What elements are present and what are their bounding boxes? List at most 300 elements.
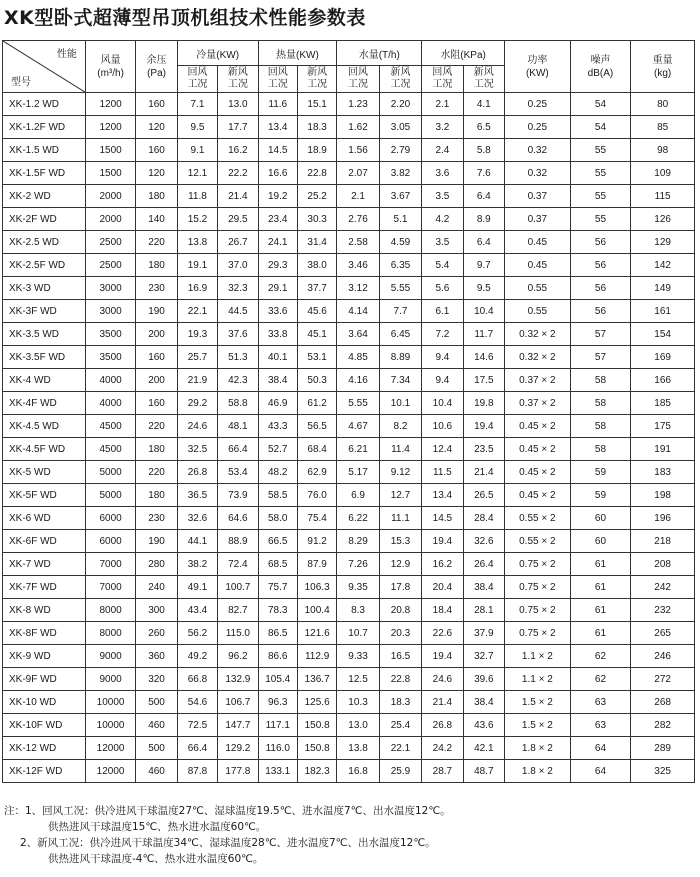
table-cell: 106.3 [297, 576, 336, 599]
table-cell: 0.45 × 2 [505, 484, 571, 507]
table-cell: 13.8 [177, 231, 217, 254]
table-cell: 142 [631, 254, 695, 277]
table-cell: 7.1 [177, 93, 217, 116]
table-cell: 48.1 [218, 415, 258, 438]
table-cell: 12.1 [177, 162, 217, 185]
table-cell: 9000 [85, 668, 136, 691]
table-cell: 11.6 [258, 93, 297, 116]
table-cell: 56 [570, 254, 631, 277]
table-cell: 117.1 [258, 714, 297, 737]
subheader-return-air: 回风 工况 [177, 66, 217, 93]
model-cell: XK-12 WD [3, 737, 86, 760]
table-cell: 58 [570, 438, 631, 461]
table-cell: 4500 [85, 438, 136, 461]
table-cell: 32.7 [463, 645, 504, 668]
table-cell: 6.45 [379, 323, 421, 346]
table-cell: 16.9 [177, 277, 217, 300]
table-cell: 0.55 [505, 277, 571, 300]
table-cell: 106.7 [218, 691, 258, 714]
table-cell: 1.8 × 2 [505, 737, 571, 760]
table-cell: 15.1 [297, 93, 336, 116]
table-cell: 115 [631, 185, 695, 208]
table-cell: 22.1 [177, 300, 217, 323]
table-cell: 13.4 [258, 116, 297, 139]
table-cell: 12.7 [379, 484, 421, 507]
table-cell: 0.37 × 2 [505, 369, 571, 392]
table-cell: 16.6 [258, 162, 297, 185]
table-row [3, 622, 695, 645]
table-cell: 3.46 [337, 254, 379, 277]
table-cell: 58 [570, 369, 631, 392]
table-row [3, 576, 695, 599]
table-cell: 0.37 [505, 208, 571, 231]
header-performance: 性能 [56, 49, 77, 60]
table-cell: 0.75 × 2 [505, 553, 571, 576]
table-row [3, 691, 695, 714]
table-cell: 12000 [85, 737, 136, 760]
table-cell: 6.35 [379, 254, 421, 277]
table-row [3, 668, 695, 691]
table-cell: 0.32 × 2 [505, 346, 571, 369]
table-cell: 0.55 × 2 [505, 530, 571, 553]
table-cell: 66.4 [177, 737, 217, 760]
model-cell: XK-4 WD [3, 369, 86, 392]
table-cell: 28.4 [463, 507, 504, 530]
table-cell: 9000 [85, 645, 136, 668]
table-cell: 3.05 [379, 116, 421, 139]
table-cell: 28.1 [463, 599, 504, 622]
table-cell: 55 [570, 185, 631, 208]
table-cell: 218 [631, 530, 695, 553]
table-cell: 18.4 [422, 599, 463, 622]
table-cell: 58 [570, 415, 631, 438]
table-row [3, 346, 695, 369]
model-cell: XK-3.5F WD [3, 346, 86, 369]
table-cell: 43.4 [177, 599, 217, 622]
table-cell: 6.1 [422, 300, 463, 323]
table-cell: 24.6 [177, 415, 217, 438]
table-cell: 22.8 [379, 668, 421, 691]
table-cell: 5.8 [463, 139, 504, 162]
model-cell: XK-8 WD [3, 599, 86, 622]
table-cell: 3000 [85, 277, 136, 300]
table-cell: 82.7 [218, 599, 258, 622]
table-cell: 12000 [85, 760, 136, 783]
table-cell: 14.6 [463, 346, 504, 369]
table-cell: 360 [136, 645, 177, 668]
table-cell: 2500 [85, 231, 136, 254]
table-cell: 59 [570, 484, 631, 507]
table-cell: 116.0 [258, 737, 297, 760]
table-row [3, 254, 695, 277]
table-cell: 37.6 [218, 323, 258, 346]
table-cell: 25.7 [177, 346, 217, 369]
table-cell: 0.25 [505, 93, 571, 116]
table-cell: 1500 [85, 139, 136, 162]
table-cell: 24.6 [422, 668, 463, 691]
table-cell: 29.1 [258, 277, 297, 300]
table-cell: 200 [136, 323, 177, 346]
table-cell: 58.5 [258, 484, 297, 507]
table-cell: 87.9 [297, 553, 336, 576]
table-cell: 32.5 [177, 438, 217, 461]
model-cell: XK-7F WD [3, 576, 86, 599]
table-row [3, 645, 695, 668]
header-heating: 热量(KW) [258, 41, 337, 66]
table-cell: 190 [136, 530, 177, 553]
table-cell: 129.2 [218, 737, 258, 760]
table-cell: 1.62 [337, 116, 379, 139]
table-cell: 180 [136, 484, 177, 507]
table-cell: 87.8 [177, 760, 217, 783]
table-cell: 240 [136, 576, 177, 599]
table-cell: 60 [570, 507, 631, 530]
table-cell: 13.8 [337, 737, 379, 760]
table-cell: 9.4 [422, 346, 463, 369]
table-cell: 112.9 [297, 645, 336, 668]
model-cell: XK-12F WD [3, 760, 86, 783]
table-body [3, 93, 695, 783]
table-cell: 182.3 [297, 760, 336, 783]
model-cell: XK-6F WD [3, 530, 86, 553]
subheader-fresh-air: 新风 工况 [379, 66, 421, 93]
table-cell: 3000 [85, 300, 136, 323]
table-cell: 21.4 [422, 691, 463, 714]
table-cell: 246 [631, 645, 695, 668]
table-cell: 17.7 [218, 116, 258, 139]
table-cell: 96.3 [258, 691, 297, 714]
table-cell: 7000 [85, 553, 136, 576]
table-cell: 0.45 [505, 231, 571, 254]
table-cell: 3500 [85, 323, 136, 346]
table-cell: 300 [136, 599, 177, 622]
table-cell: 160 [136, 346, 177, 369]
table-cell: 140 [136, 208, 177, 231]
table-cell: 5000 [85, 484, 136, 507]
table-row [3, 277, 695, 300]
table-cell: 3.6 [422, 162, 463, 185]
table-cell: 160 [136, 93, 177, 116]
table-cell: 8.2 [379, 415, 421, 438]
table-cell: 126 [631, 208, 695, 231]
table-cell: 3.5 [422, 185, 463, 208]
table-cell: 62 [570, 668, 631, 691]
table-cell: 220 [136, 415, 177, 438]
table-cell: 6000 [85, 530, 136, 553]
table-row [3, 116, 695, 139]
table-cell: 0.45 × 2 [505, 415, 571, 438]
table-cell: 11.1 [379, 507, 421, 530]
table-cell: 3.5 [422, 231, 463, 254]
table-cell: 220 [136, 231, 177, 254]
table-cell: 154 [631, 323, 695, 346]
table-cell: 20.3 [379, 622, 421, 645]
table-cell: 26.8 [422, 714, 463, 737]
table-row [3, 93, 695, 116]
table-cell: 37.0 [218, 254, 258, 277]
table-cell: 2.58 [337, 231, 379, 254]
table-cell: 0.32 [505, 162, 571, 185]
table-cell: 147.7 [218, 714, 258, 737]
table-cell: 25.4 [379, 714, 421, 737]
table-cell: 10.3 [337, 691, 379, 714]
table-cell: 1.8 × 2 [505, 760, 571, 783]
table-cell: 72.4 [218, 553, 258, 576]
table-cell: 86.5 [258, 622, 297, 645]
table-cell: 2.1 [337, 185, 379, 208]
table-cell: 19.4 [422, 530, 463, 553]
table-cell: 2.79 [379, 139, 421, 162]
table-cell: 2.1 [422, 93, 463, 116]
subheader-fresh-air: 新风 工况 [463, 66, 504, 93]
table-cell: 1.5 × 2 [505, 691, 571, 714]
table-cell: 64 [570, 760, 631, 783]
table-cell: 24.1 [258, 231, 297, 254]
table-cell: 1.23 [337, 93, 379, 116]
table-cell: 68.5 [258, 553, 297, 576]
table-cell: 51.3 [218, 346, 258, 369]
table-cell: 460 [136, 714, 177, 737]
table-cell: 10.6 [422, 415, 463, 438]
table-cell: 175 [631, 415, 695, 438]
table-cell: 32.6 [463, 530, 504, 553]
table-cell: 55 [570, 162, 631, 185]
table-cell: 75.7 [258, 576, 297, 599]
table-cell: 26.4 [463, 553, 504, 576]
table-cell: 12.9 [379, 553, 421, 576]
table-cell: 44.1 [177, 530, 217, 553]
table-cell: 98 [631, 139, 695, 162]
header-static-pressure: 余压 (Pa) [136, 41, 177, 93]
table-cell: 88.9 [218, 530, 258, 553]
table-cell: 16.2 [422, 553, 463, 576]
table-cell: 26.5 [463, 484, 504, 507]
table-cell: 169 [631, 346, 695, 369]
table-cell: 10.7 [337, 622, 379, 645]
table-cell: 5000 [85, 461, 136, 484]
table-cell: 460 [136, 760, 177, 783]
header-water-resistance: 水阻(KPa) [422, 41, 505, 66]
table-cell: 4.59 [379, 231, 421, 254]
table-cell: 160 [136, 139, 177, 162]
table-cell: 0.45 × 2 [505, 438, 571, 461]
subheader-fresh-air: 新风 工况 [297, 66, 336, 93]
table-cell: 4.2 [422, 208, 463, 231]
table-row [3, 415, 695, 438]
header-power: 功率 (KW) [505, 41, 571, 93]
table-cell: 43.3 [258, 415, 297, 438]
table-cell: 28.7 [422, 760, 463, 783]
table-cell: 15.3 [379, 530, 421, 553]
model-cell: XK-4.5 WD [3, 415, 86, 438]
table-cell: 19.1 [177, 254, 217, 277]
table-cell: 37.9 [463, 622, 504, 645]
table-cell: 2000 [85, 208, 136, 231]
table-row [3, 323, 695, 346]
table-cell: 1.1 × 2 [505, 668, 571, 691]
table-cell: 50.3 [297, 369, 336, 392]
table-cell: 177.8 [218, 760, 258, 783]
model-cell: XK-2.5F WD [3, 254, 86, 277]
table-cell: 12.5 [337, 668, 379, 691]
table-cell: 45.6 [297, 300, 336, 323]
table-cell: 86.6 [258, 645, 297, 668]
table-cell: 55 [570, 139, 631, 162]
table-cell: 3.82 [379, 162, 421, 185]
table-cell: 180 [136, 185, 177, 208]
model-cell: XK-5F WD [3, 484, 86, 507]
table-cell: 6000 [85, 507, 136, 530]
model-cell: XK-10 WD [3, 691, 86, 714]
table-cell: 42.3 [218, 369, 258, 392]
header-model: 型号 [11, 77, 31, 88]
table-cell: 54.6 [177, 691, 217, 714]
table-cell: 0.32 [505, 139, 571, 162]
table-cell: 55 [570, 208, 631, 231]
table-row [3, 760, 695, 783]
header-performance-model [3, 41, 86, 93]
table-cell: 120 [136, 162, 177, 185]
model-cell: XK-10F WD [3, 714, 86, 737]
table-cell: 12.4 [422, 438, 463, 461]
table-cell: 4000 [85, 392, 136, 415]
table-cell: 5.4 [422, 254, 463, 277]
table-cell: 8.89 [379, 346, 421, 369]
table-cell: 150.8 [297, 737, 336, 760]
table-cell: 185 [631, 392, 695, 415]
table-cell: 220 [136, 461, 177, 484]
table-cell: 2.4 [422, 139, 463, 162]
table-row [3, 461, 695, 484]
table-row [3, 369, 695, 392]
table-cell: 58.0 [258, 507, 297, 530]
table-cell: 14.5 [258, 139, 297, 162]
table-cell: 19.2 [258, 185, 297, 208]
table-cell: 17.8 [379, 576, 421, 599]
table-cell: 91.2 [297, 530, 336, 553]
table-cell: 9.12 [379, 461, 421, 484]
table-cell: 33.6 [258, 300, 297, 323]
table-cell: 6.5 [463, 116, 504, 139]
table-cell: 62.9 [297, 461, 336, 484]
model-cell: XK-7 WD [3, 553, 86, 576]
table-cell: 1200 [85, 93, 136, 116]
table-cell: 4.16 [337, 369, 379, 392]
table-cell: 180 [136, 438, 177, 461]
table-cell: 0.75 × 2 [505, 622, 571, 645]
notes [4, 803, 696, 867]
table-cell: 44.5 [218, 300, 258, 323]
table-cell: 36.5 [177, 484, 217, 507]
table-cell: 18.3 [379, 691, 421, 714]
table-cell: 43.6 [463, 714, 504, 737]
table-cell: 9.5 [463, 277, 504, 300]
model-cell: XK-3 WD [3, 277, 86, 300]
table-cell: 109 [631, 162, 695, 185]
table-cell: 13.4 [422, 484, 463, 507]
table-cell: 96.2 [218, 645, 258, 668]
table-cell: 0.45 × 2 [505, 461, 571, 484]
table-cell: 11.8 [177, 185, 217, 208]
table-cell: 129 [631, 231, 695, 254]
table-cell: 120 [136, 116, 177, 139]
table-cell: 10.4 [463, 300, 504, 323]
table-cell: 33.8 [258, 323, 297, 346]
table-cell: 7.34 [379, 369, 421, 392]
table-cell: 272 [631, 668, 695, 691]
table-cell: 9.35 [337, 576, 379, 599]
table-cell: 58.8 [218, 392, 258, 415]
table-cell: 64 [570, 737, 631, 760]
table-cell: 22.2 [218, 162, 258, 185]
table-cell: 56 [570, 231, 631, 254]
table-cell: 232 [631, 599, 695, 622]
subheader-return-air: 回风 工况 [422, 66, 463, 93]
subheader-return-air: 回风 工况 [258, 66, 297, 93]
table-cell: 8.9 [463, 208, 504, 231]
table-cell: 242 [631, 576, 695, 599]
table-cell: 4.14 [337, 300, 379, 323]
table-cell: 54 [570, 116, 631, 139]
table-cell: 64.6 [218, 507, 258, 530]
table-cell: 17.5 [463, 369, 504, 392]
table-cell: 180 [136, 254, 177, 277]
table-cell: 59 [570, 461, 631, 484]
note-line: 供热进风干球温度-4℃、热水进水温度60℃。 [48, 853, 264, 865]
table-cell: 66.8 [177, 668, 217, 691]
table-cell: 133.1 [258, 760, 297, 783]
table-cell: 61 [570, 576, 631, 599]
table-cell: 42.1 [463, 737, 504, 760]
table-cell: 53.1 [297, 346, 336, 369]
table-cell: 19.4 [422, 645, 463, 668]
table-cell: 5.1 [379, 208, 421, 231]
table-cell: 6.4 [463, 185, 504, 208]
table-row [3, 139, 695, 162]
table-cell: 49.2 [177, 645, 217, 668]
table-cell: 16.2 [218, 139, 258, 162]
table-cell: 208 [631, 553, 695, 576]
model-cell: XK-9F WD [3, 668, 86, 691]
table-cell: 4.67 [337, 415, 379, 438]
table-cell: 19.4 [463, 415, 504, 438]
table-cell: 56 [570, 300, 631, 323]
table-cell: 49.1 [177, 576, 217, 599]
table-cell: 230 [136, 277, 177, 300]
table-cell: 9.4 [422, 369, 463, 392]
table-cell: 115.0 [218, 622, 258, 645]
model-cell: XK-3.5 WD [3, 323, 86, 346]
table-row [3, 507, 695, 530]
table-cell: 58 [570, 392, 631, 415]
table-cell: 5.6 [422, 277, 463, 300]
table-cell: 76.0 [297, 484, 336, 507]
table-cell: 3.67 [379, 185, 421, 208]
table-cell: 23.5 [463, 438, 504, 461]
table-cell: 105.4 [258, 668, 297, 691]
table-cell: 0.37 × 2 [505, 392, 571, 415]
table-cell: 7.7 [379, 300, 421, 323]
table-cell: 3500 [85, 346, 136, 369]
table-cell: 320 [136, 668, 177, 691]
table-cell: 31.4 [297, 231, 336, 254]
table-cell: 13.0 [337, 714, 379, 737]
table-cell: 85 [631, 116, 695, 139]
table-cell: 230 [136, 507, 177, 530]
table-cell: 38.4 [258, 369, 297, 392]
table-cell: 60 [570, 530, 631, 553]
table-cell: 72.5 [177, 714, 217, 737]
